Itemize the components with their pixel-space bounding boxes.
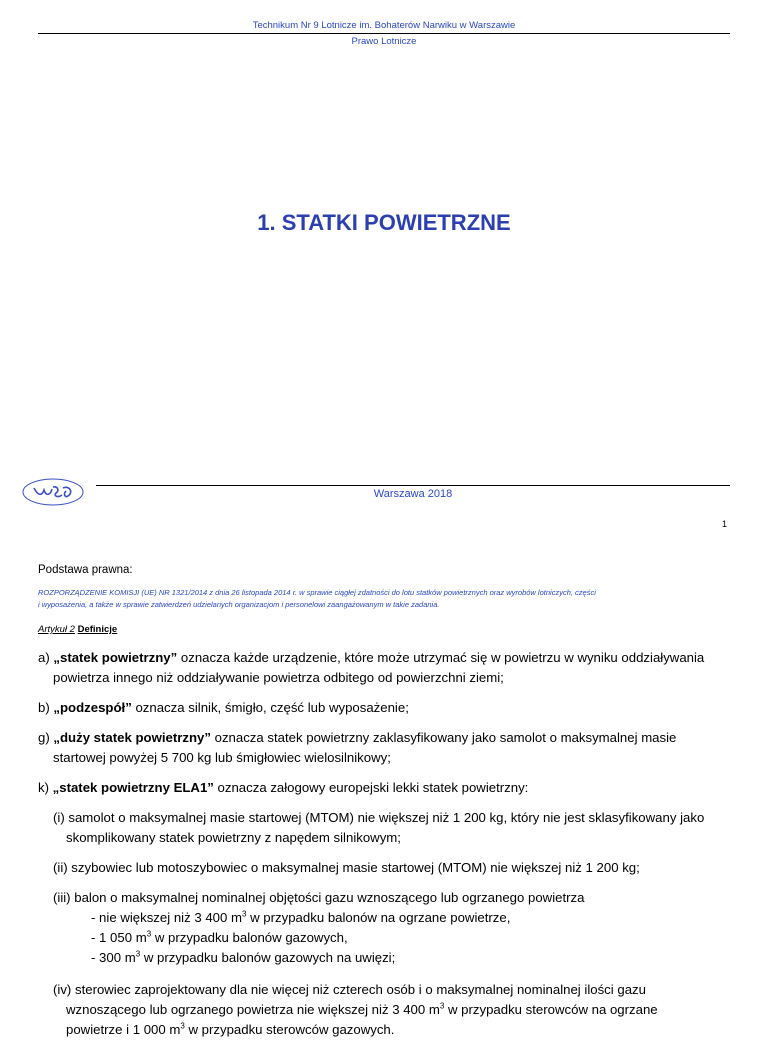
header-subject: Prawo Lotnicze <box>351 36 417 47</box>
subitem-iv-cont2: powietrze i 1 000 $m^3$ w przypadku sterowców gazowych. <box>66 1021 395 1037</box>
definition-k: k) „statek powietrzny ELA1” oznacza załogowy europejski lekki statek powietrzny: <box>38 780 529 795</box>
header-school: Technikum Nr 9 Lotnicze im. Bohaterów Narwiku w Warszawie <box>252 20 516 31</box>
term-duzy-statek: „duży statek powietrzny” <box>53 730 211 745</box>
subitem-ii: (ii) szybowiec lub motoszybowiec o maksymalnej masie startowej (MTOM) nie większej niż 1 200 kg; <box>53 860 640 875</box>
article-heading <box>38 624 117 635</box>
term-podzespol: „podzespół” <box>53 700 132 715</box>
subitem-iii-dash3: - 300 $m^3$ w przypadku balonów gazowych na uwięzi; <box>91 949 396 965</box>
definition-a-cont: powietrza innego niż oddziaływanie powietrza odbitego od powierzchni ziemi; <box>53 670 504 685</box>
page-number: 1 <box>722 519 728 529</box>
city-year: Warszawa 2018 <box>373 488 453 500</box>
definition-g: g) „duży statek powietrzny” oznacza statek powietrzny zaklasyfikowany jako samolot o maksymalnej masie <box>38 730 677 745</box>
definition-g-cont: startowej powyżej 5 700 kg lub śmigłowiec wielosilnikowy; <box>53 750 391 765</box>
subitem-i-cont: skomplikowany statek powietrzny z napędem silnikowym; <box>66 830 401 845</box>
definition-a: a) „statek powietrzny” oznacza każde urządzenie, które może utrzymać się w powietrzu w wyniku oddziaływania <box>38 650 705 665</box>
term-statek-powietrzny: „statek powietrzny” <box>53 650 178 665</box>
basis-label: Podstawa prawna: <box>38 564 133 576</box>
school-logo-icon <box>22 478 84 506</box>
regulation-line: i wyposażenia, a także w sprawie zatwierdzeń udzielanych organizacjom i personelowi zaangażowanym w takie zadania. <box>38 600 440 609</box>
term-ela1: „statek powietrzny ELA1” <box>52 780 214 795</box>
article-label: Artykuł 2 <box>38 624 75 635</box>
subitem-iii: (iii) balon o maksymalnej nominalnej objętości gazu wznoszącego lub ogrzanego powietrza <box>53 890 585 905</box>
page-title: 1. STATKI POWIETRZNE <box>257 210 511 235</box>
subitem-i: (i) samolot o maksymalnej masie startowej (MTOM) nie większej niż 1 200 kg, który nie jest sklasyfikowany jako <box>53 810 705 825</box>
subitem-iii-dash2: - 1 050 $m^3$ w przypadku balonów gazowych, <box>91 929 348 945</box>
subitem-iii-dash1: - nie większej niż 3 400 $m^3$ w przypadku balonów na ogrzane powietrze, <box>91 909 511 925</box>
regulation-line: ROZPORZĄDZENIE KOMISJI (UE) NR 1321/2014 z dnia 26 listopada 2014 r. w sprawie ciągłej zdatności do lotu statków powietrznych oraz wyrobów lotniczych, części <box>38 588 596 597</box>
regulation-text <box>38 587 738 611</box>
subitem-iv: (iv) sterowiec zaprojektowany dla nie więcej niż czterech osób i o maksymalnej nominalnej ilości gazu <box>53 982 646 997</box>
definition-b: b) „podzespół” oznacza silnik, śmigło, część lub wyposażenie; <box>38 700 409 715</box>
footer-rule <box>96 485 730 486</box>
article-title: Definicje <box>77 624 118 635</box>
subitem-iv-cont: wznoszącego lub ogrzanego powietrza nie większej niż 3 400 $m^3$ w przypadku sterowców na ogrzane <box>66 1001 658 1017</box>
header-rule <box>38 33 730 34</box>
